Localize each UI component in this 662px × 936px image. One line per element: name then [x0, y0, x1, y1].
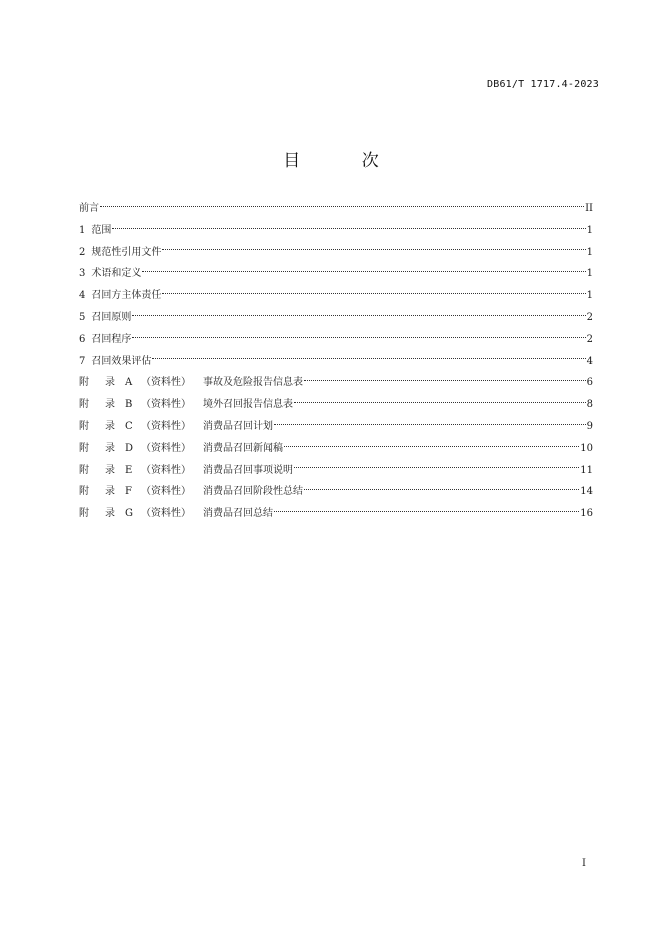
- toc-entry-number: 2: [79, 246, 86, 258]
- toc-entry-page: 11: [580, 464, 593, 476]
- toc-entry-page: 6: [586, 377, 593, 389]
- toc-entry-page: 1: [586, 224, 593, 236]
- annex-type: （资料性）: [141, 464, 191, 476]
- toc-leader-dots: [304, 379, 586, 381]
- annex-type: （资料性）: [141, 377, 191, 389]
- annex-prefix-fu: 附: [79, 486, 89, 498]
- toc-entry-label: 召回原则: [91, 311, 132, 323]
- toc-annex-g[interactable]: [79, 503, 593, 525]
- toc-annex-b[interactable]: [79, 394, 593, 416]
- table-of-contents: [79, 198, 593, 525]
- toc-entry-page: 8: [586, 399, 593, 411]
- annex-title: 事故及危险报告信息表: [203, 377, 303, 389]
- toc-entry-label: 前言: [79, 203, 99, 214]
- toc-leader-dots: [142, 270, 585, 272]
- toc-entry-label: 规范性引用文件: [91, 246, 162, 258]
- annex-prefix-lu: 录: [105, 508, 115, 520]
- toc-entry-page: 1: [586, 268, 593, 280]
- toc-entry-page: 16: [580, 508, 593, 520]
- toc-leader-dots: [162, 292, 585, 294]
- annex-title: 消费品召回总结: [203, 508, 273, 520]
- toc-leader-dots: [152, 357, 585, 359]
- toc-entry-number: 4: [79, 290, 86, 302]
- annex-type: （资料性）: [141, 508, 191, 520]
- toc-entry-page: 4: [586, 355, 593, 367]
- annex-letter: B: [125, 399, 133, 411]
- toc-leader-dots: [294, 466, 579, 468]
- annex-prefix-fu: 附: [79, 442, 89, 454]
- toc-leader-dots: [132, 314, 585, 316]
- toc-leader-dots: [112, 227, 585, 229]
- toc-entry-page: 10: [580, 442, 593, 454]
- annex-letter: D: [125, 442, 134, 454]
- toc-entry-recaller-responsibility[interactable]: [79, 285, 593, 307]
- toc-entry-page: 1: [586, 246, 593, 258]
- annex-letter: F: [125, 486, 132, 498]
- toc-annex-c[interactable]: [79, 416, 593, 438]
- toc-entry-page: 2: [586, 333, 593, 345]
- toc-entry-page: 9: [586, 420, 593, 432]
- toc-entry-label: 召回效果评估: [91, 355, 152, 367]
- annex-letter: A: [125, 377, 133, 389]
- toc-entry-recall-evaluation[interactable]: [79, 351, 593, 373]
- toc-leader-dots: [294, 401, 586, 403]
- toc-entry-number: 3: [79, 268, 86, 280]
- toc-entry-recall-principles[interactable]: [79, 307, 593, 329]
- toc-leader-dots: [100, 205, 584, 207]
- toc-annex-d[interactable]: [79, 438, 593, 460]
- toc-entry-page: 1: [586, 290, 593, 302]
- toc-entry-label: 召回方主体责任: [91, 290, 162, 302]
- toc-entry-recall-procedure[interactable]: [79, 329, 593, 351]
- annex-prefix-fu: 附: [79, 508, 89, 520]
- toc-leader-dots: [304, 488, 579, 490]
- annex-prefix-fu: 附: [79, 420, 89, 432]
- toc-entry-label: 术语和定义: [91, 268, 142, 280]
- toc-leader-dots: [162, 248, 585, 250]
- toc-entry-number: 1: [79, 224, 86, 236]
- annex-title: 消费品召回计划: [203, 420, 273, 432]
- toc-entry-number: 7: [79, 355, 86, 367]
- document-code: DB61/T 1717.4-2023: [487, 79, 599, 90]
- annex-title: 消费品召回阶段性总结: [203, 486, 303, 498]
- annex-prefix-lu: 录: [105, 486, 115, 498]
- annex-prefix-lu: 录: [105, 442, 115, 454]
- annex-title: 境外召回报告信息表: [203, 399, 293, 411]
- annex-prefix-lu: 录: [105, 399, 115, 411]
- toc-entry-page: 2: [586, 311, 593, 323]
- toc-leader-dots: [132, 336, 585, 338]
- toc-annex-e[interactable]: [79, 460, 593, 482]
- toc-entry-terms-definitions[interactable]: [79, 263, 593, 285]
- toc-leader-dots: [274, 510, 579, 512]
- toc-entry-page: 14: [580, 486, 593, 498]
- toc-entry-number: 5: [79, 311, 86, 323]
- toc-entry-label: 召回程序: [91, 333, 132, 345]
- toc-entry-normative-references[interactable]: [79, 242, 593, 264]
- annex-type: （资料性）: [141, 442, 191, 454]
- annex-letter: C: [125, 420, 133, 432]
- toc-annex-f[interactable]: [79, 481, 593, 503]
- toc-annex-a[interactable]: [79, 372, 593, 394]
- annex-type: （资料性）: [141, 420, 191, 432]
- annex-prefix-lu: 录: [105, 377, 115, 389]
- toc-entry-number: 6: [79, 333, 86, 345]
- annex-letter: G: [125, 508, 133, 520]
- annex-title: 消费品召回新闻稿: [203, 442, 283, 454]
- page-title: 目 次: [283, 151, 407, 171]
- annex-prefix-lu: 录: [105, 464, 115, 476]
- page-number: I: [582, 858, 586, 869]
- toc-entry-label: 范围: [91, 224, 112, 236]
- annex-prefix-fu: 附: [79, 399, 89, 411]
- toc-entry-page: II: [585, 203, 593, 214]
- annex-type: （资料性）: [141, 399, 191, 411]
- toc-entry-scope[interactable]: [79, 220, 593, 242]
- annex-prefix-fu: 附: [79, 464, 89, 476]
- annex-prefix-lu: 录: [105, 420, 115, 432]
- annex-title: 消费品召回事项说明: [203, 464, 293, 476]
- annex-prefix-fu: 附: [79, 377, 89, 389]
- toc-leader-dots: [284, 445, 579, 447]
- annex-type: （资料性）: [141, 486, 191, 498]
- annex-letter: E: [125, 464, 133, 476]
- toc-leader-dots: [274, 423, 586, 425]
- toc-entry-foreword[interactable]: [79, 198, 593, 220]
